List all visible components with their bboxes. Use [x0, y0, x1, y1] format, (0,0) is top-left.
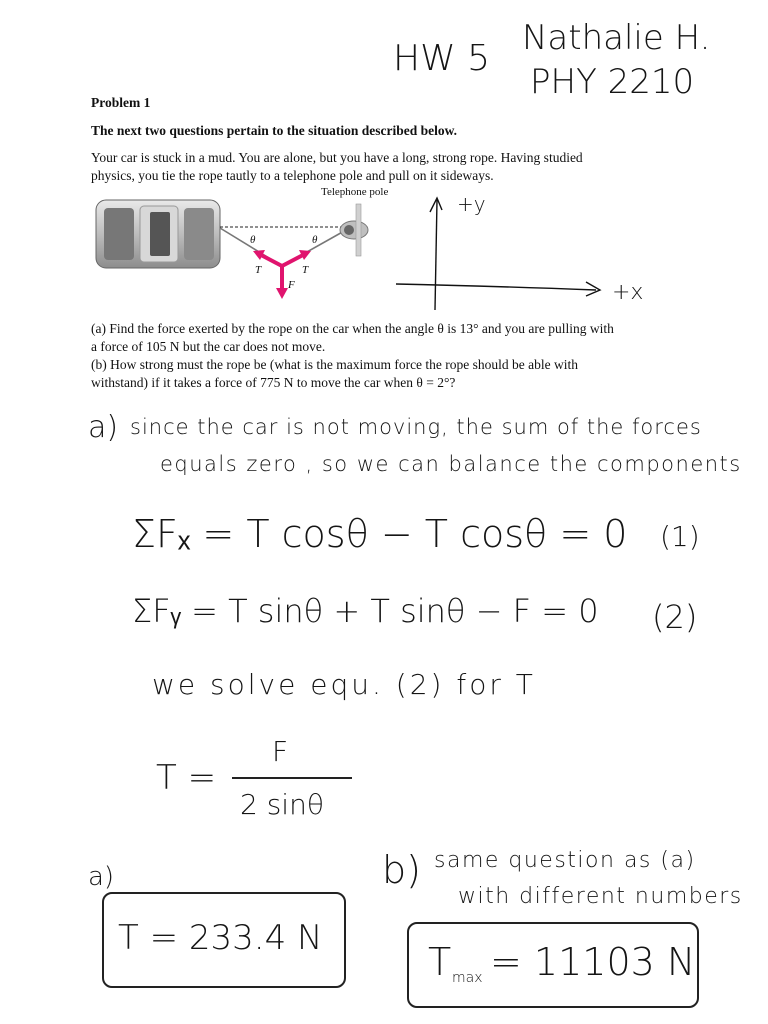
problem-intro: The next two questions pertain to the situation described below. [91, 123, 458, 138]
question-b-line-1: (b) How strong must the rope be (what is the maximum force the rope should be able with [91, 357, 579, 372]
answer-b-text-line-2: with different numbers [458, 884, 743, 909]
tension-right-label: T [302, 264, 309, 276]
answer-b-label: b) [382, 848, 421, 892]
student-name: Nathalie H. [522, 18, 711, 58]
problem-title: Problem 1 [91, 95, 151, 110]
question-b-line-2: withstand) if it takes a force of 775 N to move the car when θ = 2°? [91, 375, 456, 390]
equation-2-number: (2) [652, 598, 698, 636]
solution-a-label: a) [88, 410, 119, 445]
problem-text-line-2: physics, you tie the rope tautly to a telephone pole and pull on it sideways. [91, 168, 494, 183]
force-label: F [288, 279, 295, 291]
answer-a: T = 233.4 N [118, 918, 323, 958]
fraction-denominator: 2 sinθ [240, 788, 324, 821]
equation-1: ΣFₓ = T cosθ − T cosθ = 0 [132, 512, 628, 556]
course-code: PHY 2210 [530, 62, 695, 102]
y-axis-label: +y [457, 192, 486, 216]
fraction-bar [232, 777, 352, 779]
x-axis-label: +x [612, 280, 644, 305]
answer-b-text-line-1: same question as (a) [434, 848, 696, 873]
answer-b-symbol: T [428, 940, 452, 984]
question-a-line-1: (a) Find the force exerted by the rope on the car when the angle θ is 13° and you are pulling with [91, 321, 614, 336]
answer-a-label: a) [88, 862, 115, 892]
tension-equation-lhs: T = [156, 758, 217, 798]
theta-left-label: θ [250, 234, 256, 246]
equation-2: ΣFᵧ = T sinθ + T sinθ − F = 0 [132, 592, 599, 630]
solution-line-1: since the car is not moving, the sum of the forces [130, 415, 702, 439]
car-rope-figure [92, 186, 392, 301]
homework-number: HW 5 [393, 38, 491, 79]
question-a-line-2: a force of 105 N but the car does not move. [91, 339, 326, 354]
car-graphic [96, 200, 220, 268]
coordinate-axes [390, 190, 650, 315]
fraction-numerator: F [272, 735, 289, 768]
solve-statement: we solve equ. (2) for T [152, 668, 536, 701]
answer-b-value: = 11103 N [490, 940, 696, 984]
problem-text-line-1: Your car is stuck in a mud. You are alone, but you have a long, strong rope. Having studied [91, 150, 583, 165]
answer-b-subscript: max [452, 970, 483, 986]
solution-line-2: equals zero , so we can balance the components [160, 452, 742, 476]
telephone-pole-graphic [340, 204, 368, 256]
equation-1-number: (1) [660, 520, 700, 553]
tension-left-label: T [255, 264, 262, 276]
pole-label: Telephone pole [321, 186, 389, 198]
theta-right-label: θ [312, 234, 318, 246]
